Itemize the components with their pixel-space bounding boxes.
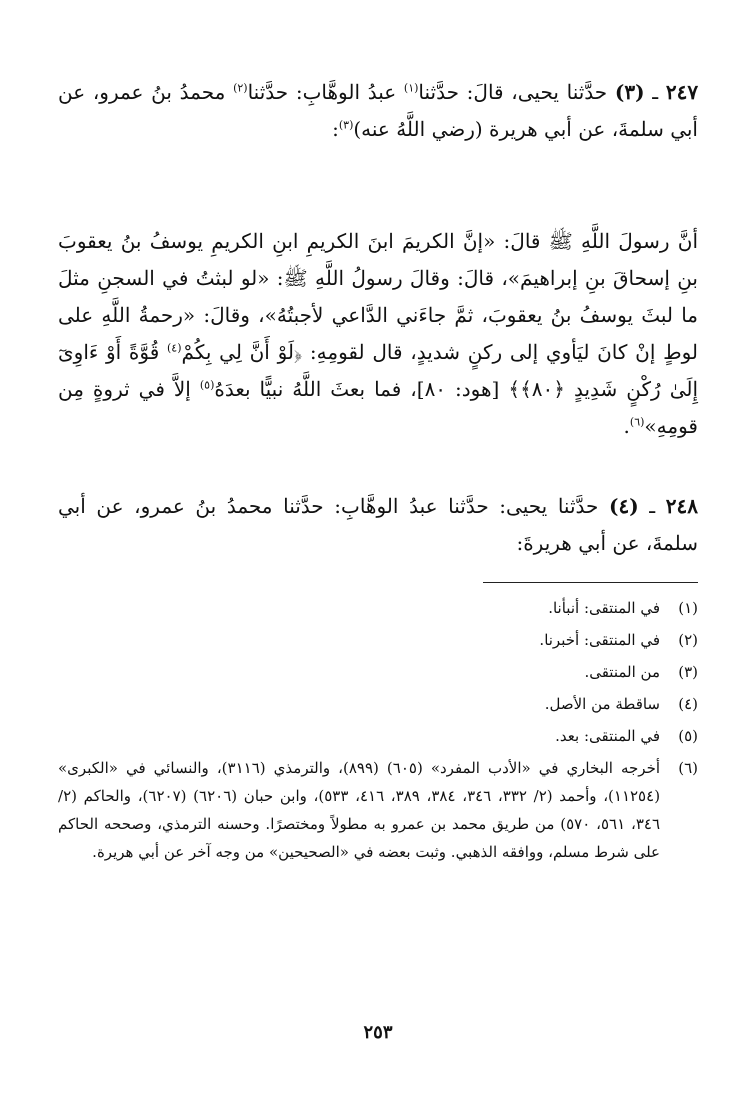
hadith-248-paragraph <box>58 488 698 562</box>
footnote-marker: (١) <box>403 81 419 95</box>
footnote-4 <box>58 690 698 718</box>
footnote-5 <box>58 722 698 750</box>
footnote-number: (٦) <box>678 759 698 777</box>
footnote-marker: (٤) <box>167 341 182 355</box>
footnote-6 <box>58 754 698 866</box>
footnote-text: أخرجه البخاري في «الأدب المفرد» (٦٠٥) (٨٩٩)، والترمذي (٣١١٦)، والنسائي في «الكبرى» (١١٢٥٤)، وأحمد (٢/ ٣٣٢، ٣٤٦، ٣٨٤، ٣٨٩، ٤١٦، ٥٣٣)، وابن حبان (٦٢٠٦) (٦٢٠٧)، والحاكم (٢/ ٣٤٦، ٥٦١، ٥٧٠) من طريق محمد بن عمرو به مطولاً ومختصرًا. وحسنه الترمذي، وصححه الحاكم على شرط مسلم، ووافقه الذهبي. وثبت بعضه في «الصحيحين» من وجه آخر عن أبي هريرة. <box>58 759 661 861</box>
page-number: ٢٥٣ <box>363 1022 393 1043</box>
footnote-text: في المنتقى: بعد. <box>555 727 660 745</box>
hadith-sub-number: (٣) <box>614 80 645 104</box>
hadith-sub-number: (٤) <box>609 494 639 518</box>
footnote-1 <box>58 594 698 622</box>
hadith-247-body <box>58 223 698 445</box>
hadith-247-paragraph <box>58 74 698 148</box>
quran-text: قُوَّةً أَوْ ءَاوِىٓ إِلَىٰ رُكْنٍ شَدِيدٍ ﴿٨٠﴾﴾ [هود: ٨٠]، فما بعثَ اللَّهُ نبيًّا بعدَهُ <box>58 340 699 401</box>
chain-text: محمدُ بنُ عمرو، عن أبي سلمةَ، عن أبي هريرة (رضي اللَّهُ عنه) <box>58 80 698 141</box>
footnote-number: (٤) <box>678 695 698 713</box>
chain-text: حدَّثنا يحيى: حدَّثنا عبدُ الوهَّابِ: حدَّثنا محمدُ بنُ عمرو، عن أبي سلمةَ، عن أبي هريرةَ: <box>58 494 698 555</box>
footnote-text: في المنتقى: أخبرنا. <box>539 631 660 649</box>
footnote-divider <box>483 582 698 583</box>
hadith-number: ٢٤٧ <box>665 80 699 104</box>
footnote-number: (٥) <box>678 727 698 745</box>
footnote-number: (٣) <box>678 663 698 681</box>
hadith-247-chain <box>58 74 698 148</box>
footnote-2 <box>58 626 698 654</box>
footnote-marker: (٦) <box>629 415 645 429</box>
chain-text: : <box>332 117 339 141</box>
footnote-number: (٢) <box>678 631 698 649</box>
footnote-marker: (٢) <box>233 81 248 95</box>
footnote-number: (١) <box>678 599 698 617</box>
chain-text: حدَّثنا <box>247 80 289 104</box>
footnote-text: في المنتقى: أنبأنا. <box>548 599 660 617</box>
hadith-number: ٢٤٨ <box>665 494 698 518</box>
body-text: أنَّ رسولَ اللَّهِ ﷺ قالَ: «إنَّ الكريمَ ابنَ الكريمِ ابنِ الكريمِ يوسفُ بنُ يعقوبَ بنِ إسحاقَ بنِ إبراهيمَ»، قالَ: وقالَ رسولُ اللَّهِ ﷺ: «لو لبثتُ في السجنِ مثلَ ما لبثَ يوسفُ بنُ يعقوبَ، ثمَّ جاءَني الدَّاعي لأجبتُهُ»، وقالَ: «رحمةُ اللَّهِ على لوطٍ إنْ كانَ ليَأوي إلى ركنٍ شديدٍ، قال لقومِهِ: ﴿لَوْ أَنَّ لِي بِكُمْ <box>58 229 699 364</box>
dash: ـ <box>652 80 659 104</box>
body-text: . <box>623 414 630 438</box>
hadith-247-text <box>58 223 698 445</box>
chain-text: حدَّثنا يحيى، قالَ: حدَّثنا <box>418 80 608 104</box>
footnote-text: ساقطة من الأصل. <box>544 695 660 713</box>
footnote-marker: (٣) <box>338 118 354 132</box>
footnotes <box>58 594 698 870</box>
dash: ـ <box>649 494 656 518</box>
footnote-marker: (٥) <box>199 378 215 392</box>
chain-text: عبدُ الوهَّابِ: <box>295 80 397 104</box>
footnote-3 <box>58 658 698 686</box>
body-text: إلاَّ في ثروةٍ مِن قومِهِ» <box>58 377 698 438</box>
footnote-text: من المنتقى. <box>584 663 660 681</box>
book-page <box>58 0 698 1101</box>
hadith-248-chain <box>58 488 698 562</box>
